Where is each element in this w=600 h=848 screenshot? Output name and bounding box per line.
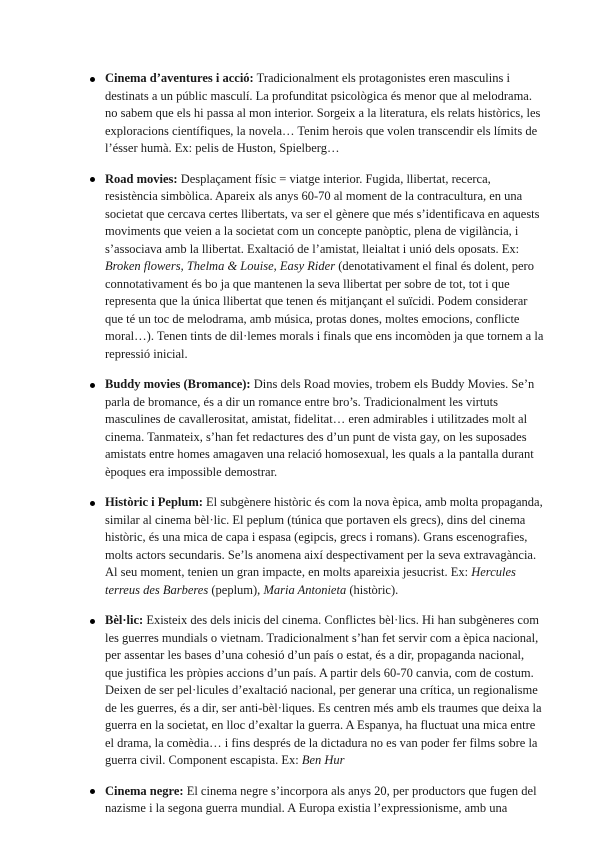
- bullet-item: [88, 376, 545, 481]
- bullet-text: (denotativament el final és dolent, pero connotativament és bo ja que mantenen la seva llibertat per sobre de tot, tot i que representa que la única llibertat que tenen és mitjançant el suïcidi. Podem considerar que té un toc de melodrama, amb música, protas dones, moltes emocions, conflicte moral…). Tenen tints de dil·lemes morals i finals que ens incomòden ja que tornem a la repressió inicial.: [105, 259, 544, 361]
- bullet-text: Dins dels Road movies, trobem els Buddy Movies. Se’n parla de bromance, és a dir un romance entre bro’s. Tradicionalment les virtuts masculines de cavallerositat, amistat, fidelitat… eren admirables i utilitzades molt al cinema. Tanmateix, s’han fet redactures des d’un punt de vista gay, on les suposades amistats entre homes amagaven una relació homosexual, les quals a la pantalla durant èpoques era impossible demostrar.: [105, 377, 535, 479]
- bullet-text: El cinema negre s’incorpora als anys 20, per productors que fugen del nazisme i la segona guerra mundial. A Europa existia l’expressionisme, amb una: [105, 783, 537, 815]
- bullet-item: [88, 494, 545, 599]
- bullet-title: Road movies:: [105, 171, 178, 186]
- bullet-text: Existeix des dels inicis del cinema. Conflictes bèl·lics. Hi han subgèneres com les guerres mundials o vietnam. Tradicionalment s’han fet servir com a èpica nacional, per assentar les bases d’una cohesió d’un país o estat, és a dir, propaganda nacional, que justifica les pròpies accions d’un país. A partir dels 60-70 canvia, com de costum. Deixen de ser pel·licules d’exaltació nacional, per generar una crítica, un regionalisme de les guerres, és a dir, ser anti-bèl·liques. Es centren més amb els traumes que deixa la guerra en la societat, en lloc d’exaltar la guerra. A Espanya, ha fluctuat una mica entre el drama, la comèdia… i fins després de la dictadura no es van poder fer films sobre la guerra civil. Component escapista. Ex:: [105, 613, 542, 767]
- bullet-list: [88, 70, 545, 818]
- bullet-text: Tradicionalment els protagonistes eren masculins i destinats a un públic masculí. La profunditat psicològica és menor que al melodrama. no sabem que els hi passa al mon interior. Sorgeix a la literatura, els relats històrics, les exploracions científiques, la novela… Tenim herois que volen transcendir els límits de l’ésser humà. Ex: pelis de Huston, Spielberg…: [105, 71, 541, 155]
- bullet-text: (peplum),: [208, 582, 264, 597]
- bullet-title: Cinema d’aventures i acció:: [105, 71, 254, 85]
- bullet-text: Desplaçament físic = viatge interior. Fugida, llibertat, recerca, resistència simbòlica. Apareix als anys 60-70 al moment de la contracultura, en una societat que cercava certes llibertats, va ser el gènere que més s’identificava en aquests moviments que veien a la societat com un concepte panòptic, plena de vigilància, i s’associava amb la llibertat. Exaltació de l’amistat, lleialtat i unió dels oposats. Ex:: [105, 171, 540, 256]
- bullet-title: Bèl·lic:: [105, 613, 144, 627]
- bullet-item: [88, 783, 545, 818]
- film-title: Hercules terreus des Barberes: [105, 565, 516, 597]
- bullet-item: [88, 70, 545, 158]
- bullet-title: Històric i Peplum:: [105, 495, 203, 509]
- bullet-item: [88, 612, 545, 770]
- bullet-title: Cinema negre:: [105, 783, 184, 798]
- film-title: Maria Antonieta: [263, 582, 347, 597]
- bullet-item: [88, 171, 545, 364]
- bullet-text: El subgènere històric és com la nova èpica, amb molta propaganda, similar al cinema bèl·lic. El peplum (túnica que portaven els grecs), dins del cinema històric, és una mica de capa i espasa (egipcis, grecs i romans). Grans escenografies, molts actors secundaris. Se’ls anomena així despectivament per la seva extravagància. Al seu moment, tenien un gran impacte, en molts apareixia jesucrist. Ex:: [105, 495, 543, 579]
- bullet-text: (històric).: [346, 582, 399, 597]
- film-title: Broken flowers, Thelma & Louise, Easy Rider: [105, 259, 336, 273]
- bullet-title: Buddy movies (Bromance):: [105, 377, 251, 391]
- film-title: Ben Hur: [301, 753, 345, 767]
